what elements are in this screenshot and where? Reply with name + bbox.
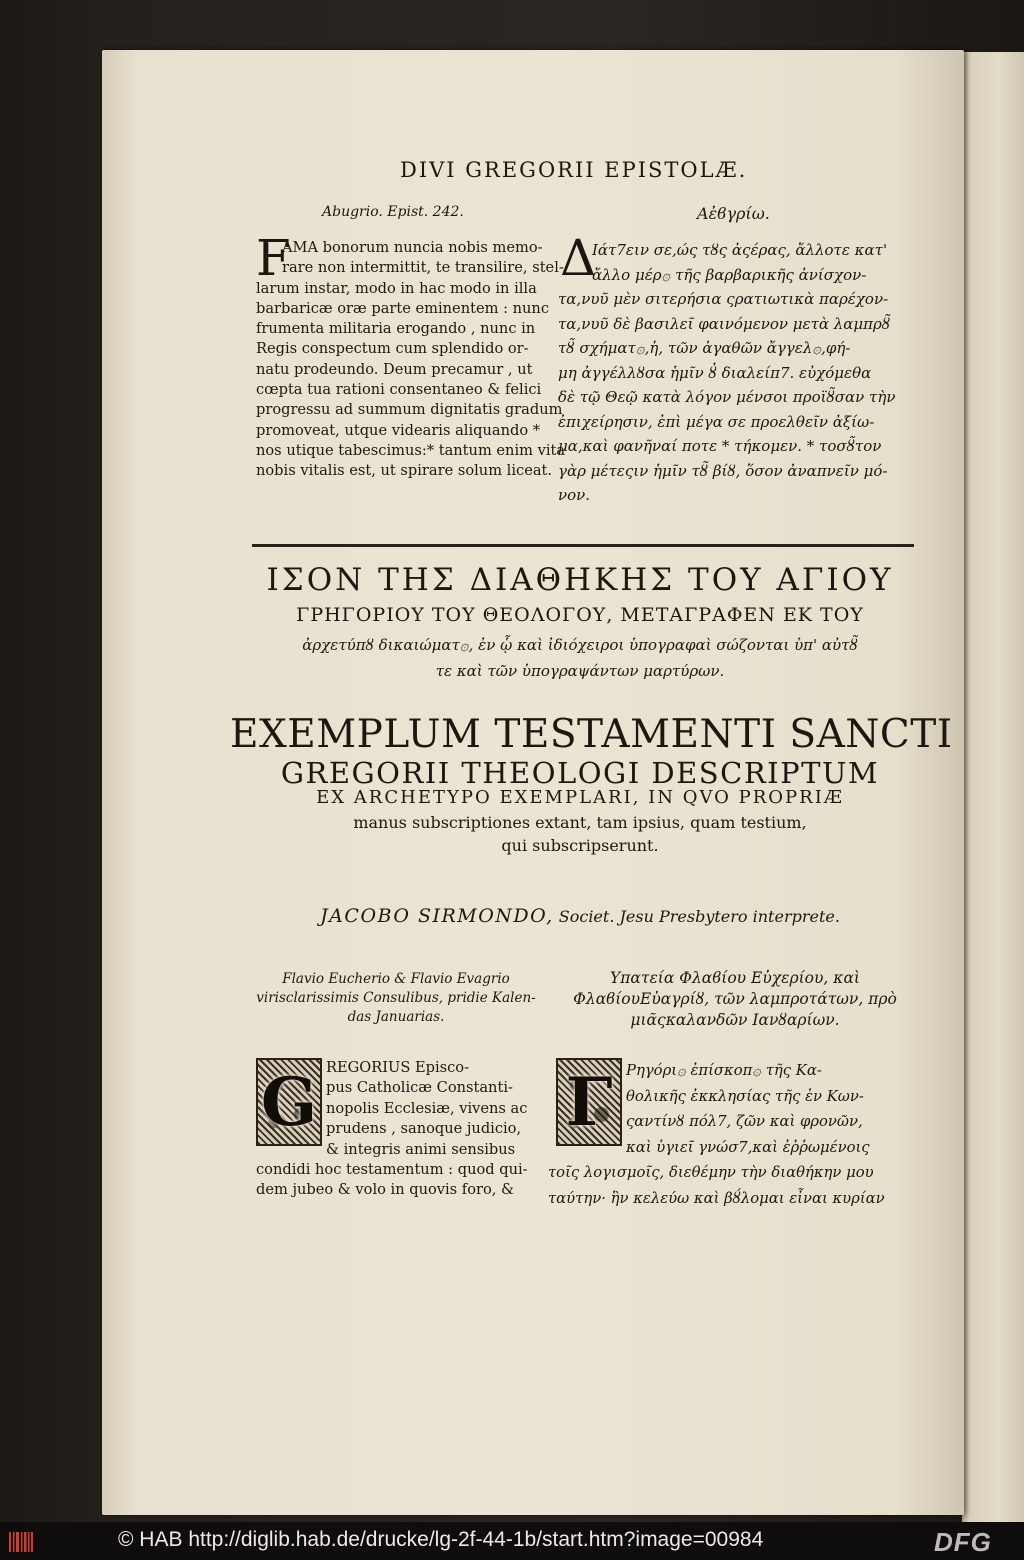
interpreter-line <box>230 905 930 927</box>
latin-testament-indented <box>326 1058 546 1160</box>
text-line: nopolis Ecclesiæ, vivens ac <box>326 1099 528 1117</box>
greek-letter-body <box>558 229 918 508</box>
latin-drop-cap: F <box>256 229 291 287</box>
text-line: τοῖς λογισμοῖς, διεθέμην τὴν διαθήκην μου <box>548 1164 874 1181</box>
copyright-url-link[interactable]: © HAB http://diglib.hab.de/drucke/lg-2f-44-1b/start.htm?image=00984 <box>118 1528 764 1551</box>
text-line: frumenta militaria erogando , nunc in <box>256 320 536 338</box>
text-line: condidi hoc testamentum : quod qui- <box>256 1161 528 1178</box>
text-line: rare non intermittit, te transilire, stel- <box>282 259 564 277</box>
text-line: ταύτην· ἣν κελεύω καὶ βȣ́λομαι εἶναι κυρίαν <box>548 1189 885 1207</box>
latin-consul-dating <box>248 970 544 1027</box>
text-line: ἄλλο μέρ۞ τῆς βαρβαρικῆς ἀνίσχον- <box>592 265 867 284</box>
greek-main-title: ΙΣΟΝ ΤΗΣ ΔΙΑΘΗΚΗΣ ΤΟΥ ΑΓΙΟΥ <box>266 562 894 598</box>
latin-testament-body <box>256 1160 546 1201</box>
greek-testament-indented <box>626 1058 916 1160</box>
text-line: τα,νυῦ μὲν σιτερήσια ςρατιωτικὰ παρέχον- <box>558 290 889 308</box>
text-line: & integris animi sensibus <box>326 1140 516 1158</box>
text-line: barbaricæ oræ parte eminentem : nunc <box>256 299 549 317</box>
text-line: τα,νυῦ δὲ βασιλεῖ φαινόμενον μετὰ λαμπρȣ̃ <box>558 314 891 333</box>
greek-consul-dating <box>550 968 920 1031</box>
text-line: μα,καὶ φανῆναί ποτε * τήκομεν. * τοσȣ̃τον <box>558 437 882 455</box>
text-line: καὶ ὑγιεῖ γνώσ7,καὶ ἐῤῥωμένοις <box>626 1138 870 1156</box>
text-line: νον. <box>558 486 591 504</box>
running-head-title: DIVI GREGORII EPISTOLÆ. <box>400 158 748 182</box>
latin-main-title: EXEMPLUM TESTAMENTI SANCTI <box>230 712 953 757</box>
latin-title-line-2: GREGORII THEOLOGI DESCRIPTUM <box>280 756 880 790</box>
text-line: τȣ̃ σχήματ۞,ἡ, τῶν ἀγαθῶν ἄγγελ۞,φή- <box>558 339 851 357</box>
text-line: ἐπιχείρησιν, ἐπὶ μέγα σε προελθεῖν ἀξίω- <box>558 412 875 431</box>
text-line: nobis vitalis est, ut spirare solum liceat. <box>256 462 553 480</box>
text-line: Υπατεία Φλαϐίου Εὐχερίου, καὶ Φλαϐίου <box>573 969 860 1008</box>
text-line: ςαντίνȣ πόλ7, ζῶν καὶ φρονῶν, <box>626 1113 863 1130</box>
text-line: pus Catholicæ Constanti- <box>326 1079 513 1097</box>
latin-letter-heading: Abugrio. Epist. 242. <box>322 204 464 220</box>
dfg-logo: DFG <box>934 1527 992 1557</box>
greek-drop-cap: Δ <box>560 229 597 287</box>
interpreter-name: JACOBO SIRMONDO, <box>320 905 554 927</box>
text-line: das Januarias. <box>347 1009 445 1025</box>
latin-title-line-4: manus subscriptiones extant, tam ipsius, quam testium, <box>353 813 807 832</box>
text-line: AMA bonorum nuncia nobis memo- <box>282 239 543 256</box>
text-line: Ιάτ7ειν σε,ώς τȣς ἀςέρας, ἄλλοτε κατ' <box>592 241 888 259</box>
text-line: Flavio Eucherio & Flavio Evagrio viris <box>256 971 510 1006</box>
text-line: δὲ τῷ Θεῷ κατὰ λόγον μένσοι προϊȣ̃σαν τὴν <box>558 388 896 406</box>
latin-title-line-5: qui subscripserunt. <box>501 836 659 855</box>
greek-testament-body <box>548 1160 918 1211</box>
latin-letter-body <box>256 229 566 482</box>
ornamental-initial-g: G <box>256 1058 322 1146</box>
greek-title-line-2: τε καὶ τῶν ὑπογραψάντων μαρτύρων. <box>435 662 725 680</box>
text-line: cœpta tua rationi consentaneo & felici <box>256 381 542 399</box>
text-line: θολικῆς ἐκκλησίας τῆς ἐν Κων- <box>626 1087 864 1105</box>
text-line: nos utique tabescimus:* tantum enim vita <box>256 441 566 459</box>
text-line: REGORIUS Episco- <box>326 1059 469 1076</box>
text-line: Regis conspectum cum splendido or- <box>256 340 529 358</box>
text-line: μη ἀγγέλλȣσα ἡμῖν ȣ̓ διαλείπ7. εὐχόμεθα <box>558 363 872 382</box>
text-line: prudens , sanoque judicio, <box>326 1120 522 1138</box>
hab-barcode-logo-icon <box>8 1530 34 1554</box>
text-line: γὰρ μέτεςιν ἡμῖν τȣ̃ βίȣ, ὅσον ἀναπνεῖν μό- <box>558 461 888 480</box>
viewer-footer-bar <box>0 1522 1024 1560</box>
text-line: larum instar, modo in hac modo in illa <box>256 279 537 297</box>
section-divider-rule <box>252 544 914 547</box>
text-line: natu prodeundo. Deum precamur , ut <box>256 360 533 378</box>
text-line: καλανδῶν Ιανȣαρίων. <box>665 1011 840 1029</box>
text-line: promoveat, utque videaris aliquando * <box>256 421 541 439</box>
text-line: dem jubeo & volo in quovis foro, & <box>256 1181 515 1199</box>
ornamental-initial-gamma: Γ <box>556 1058 622 1146</box>
text-line: Ρηγόρι۞ ἐπίσκοπ۞ τῆς Κα- <box>626 1062 822 1079</box>
text-line: progressu ad summum dignitatis gradum <box>256 401 563 419</box>
text-line: clarissimis Consulibus, pridie Kalen- <box>285 990 536 1006</box>
text-line: Εὐαγρίȣ, τῶν λαμπροτάτων, πρὸ μιᾶς <box>630 990 897 1029</box>
latin-title-line-3: EX ARCHETYPO EXEMPLARI, IN QVO PROPRIÆ <box>316 787 844 808</box>
adjacent-page-edge <box>962 52 1024 1522</box>
greek-title-line-1: ἀρχετύπȣ δικαιώματ۞, ἐν ᾧ καὶ ἰδιόχειροι ὑπογραφαὶ σώζονται ὑπ' αὐτȣ̃ <box>302 636 858 654</box>
greek-letter-heading: Αἐϐγρίω. <box>697 204 770 223</box>
interpreter-role: Societ. Jesu Presbytero interprete. <box>553 907 840 926</box>
greek-subtitle: ΓΡΗΓΟΡΙΟΥ ΤΟΥ ΘΕΟΛΟΓΟΥ, ΜΕΤΑΓΡΑΦΕΝ ΕΚ ΤΟΥ <box>296 604 864 626</box>
